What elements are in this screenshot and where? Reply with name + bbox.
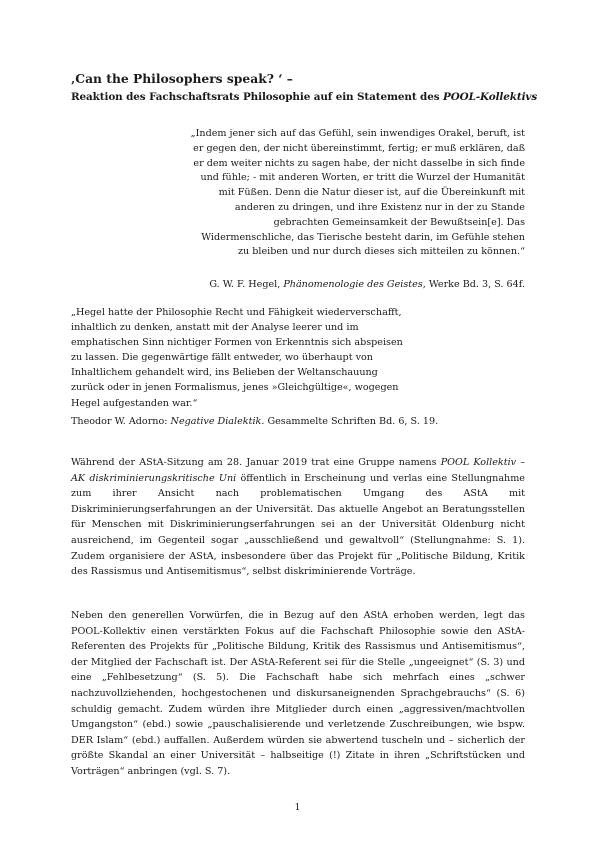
citation-rest: , Werke Bd. 3, S. 64f.: [422, 279, 525, 290]
quote-line: er gegen den, der nicht übereinstimmt, fertig; er muß erklären, daß: [193, 142, 525, 154]
quote-line: er dem weiter nichts zu sagen habe, der nicht dasselbe in sich finde: [193, 157, 525, 169]
quote-line: „Hegel hatte der Philosophie Recht und Fähigkeit wiederverschafft,: [71, 307, 402, 318]
title-block: [71, 70, 541, 105]
quote-line: inhaltlich zu denken, anstatt mit der Analyse leerer und im: [71, 322, 359, 334]
subtitle-italic: POOL-Kollektivs: [443, 91, 538, 103]
para1-text-rest: öffentlich in Erscheinung und verlas eine Stellungnahme zum ihrer Ansicht nach problematischen Umgang des AStA mit Diskriminierungserfahrungen an der Universität. Das aktuelle Angebot an Beratungsstellen für Menschen mit Diskriminierungserfahrungen sei an der Universität Oldenburg nicht ausreichend, im Gegenteil sogar „ausschließend und gewaltvoll“ (Stellungnahme: S. 1). Zudem organisiere der AStA, insbesondere über das Projekt für „Politische Bildung, Kritik des Rassismus und Antisemitismus“, selbst diskriminierende Vorträge.: [71, 472, 525, 578]
quote-line: mit Füßen. Denn die Natur dieser ist, auf die Übereinkunft mit: [218, 187, 525, 199]
quote-line: Widermenschliche, das Tierische besteht darin, im Gefühle stehen: [201, 231, 525, 243]
quote-line: gebrachten Gemeinsamkeit der Bewußtsein[e]. Das: [273, 216, 525, 228]
adorno-quote: [71, 305, 416, 411]
page-number: 1: [294, 803, 301, 813]
citation-author: G. W. F. Hegel,: [209, 279, 284, 290]
quote-line: zu lassen. Die gegenwärtige fällt entweder, wo überhaupt von: [71, 352, 373, 364]
quote-line: und fühle; - mit anderen Worten, er tritt die Wurzel der Humanität: [200, 172, 525, 184]
body-paragraph-1: [71, 455, 525, 580]
hegel-quote: [172, 127, 525, 260]
citation-rest: Gesammelte Schriften Bd. 6, S. 19.: [264, 416, 439, 427]
document-title: ‚Can the Philosophers speak? ‘ –: [71, 71, 293, 86]
quote-line: zurück oder in jenen Formalismus, jenes »Gleichgültige«, wogegen: [71, 382, 399, 394]
quote-line: emphatischen Sinn nichtiger Formen von Erkenntnis sich abspeisen: [71, 337, 403, 349]
para1-text-start: Während der AStA-Sitzung am 28. Januar 2019 trat eine Gruppe namens: [71, 457, 441, 468]
document-subtitle: [71, 89, 541, 105]
para1-group-name: POOL Kollektiv – AK diskriminierungskritische Uni: [71, 457, 526, 484]
citation-work: Phänomenologie des Geistes: [283, 279, 423, 290]
quote-line: anderen zu dringen, und ihre Existenz nur in der zu Stande: [234, 201, 525, 213]
quote-line: Inhaltlichem gehandelt wird, ins Belieben der Weltanschauung: [71, 367, 378, 379]
quote-line: zu bleiben und nur durch dieses sich mitteilen zu können.“: [237, 246, 525, 258]
adorno-citation: [71, 415, 491, 429]
subtitle-text: Reaktion des Fachschaftsrats Philosophie auf ein Statement des: [71, 91, 443, 103]
citation-author: Theodor W. Adorno:: [71, 416, 171, 427]
body-paragraph-2: Neben den generellen Vorwürfen, die in Bezug auf den AStA erhoben werden, legt das POOL-Kollektiv einen verstärkten Fokus auf die Fachschaft Philosophie sowie den AStA-Referenten des Projekts für „Politische Bildung, Kritik des Rassismus und Antisemitismus“, der Mitglied der Fachschaft ist. Der AStA-Referent sei für die Stelle „ungeeignet“ (S. 3) und eine „Fehlbesetzung“ (S. 5). Die Fachschaft habe sich mehrfach eines „schwer nachzuvollziehenden, hochgestochenen und diskursaneignenden Sprachgebrauchs“ (S. 6) schuldig gemacht. Zudem würden ihre Mitglieder durch einen „aggressiven/machtvollen Umgangston“ (ebd.) sowie „pauschalisierende und verletzende Zuschreibungen, wie bspw. DER Islam“ (ebd.) auffallen. Außerdem würden sie abwertend tuscheln und – sicherlich der größte Skandal an einer Universität – halbseitige (!) Zitate in ihren „Schriftstücken und Vorträgen“ anbringen (vgl. S. 7).: [71, 610, 525, 777]
quote-line: „Indem jener sich auf das Gefühl, sein inwendiges Orakel, beruft, ist: [190, 128, 525, 139]
quote-line: Hegel aufgestanden war.“: [71, 397, 198, 409]
hegel-citation: [172, 278, 525, 292]
citation-work: Negative Dialektik.: [170, 416, 265, 427]
